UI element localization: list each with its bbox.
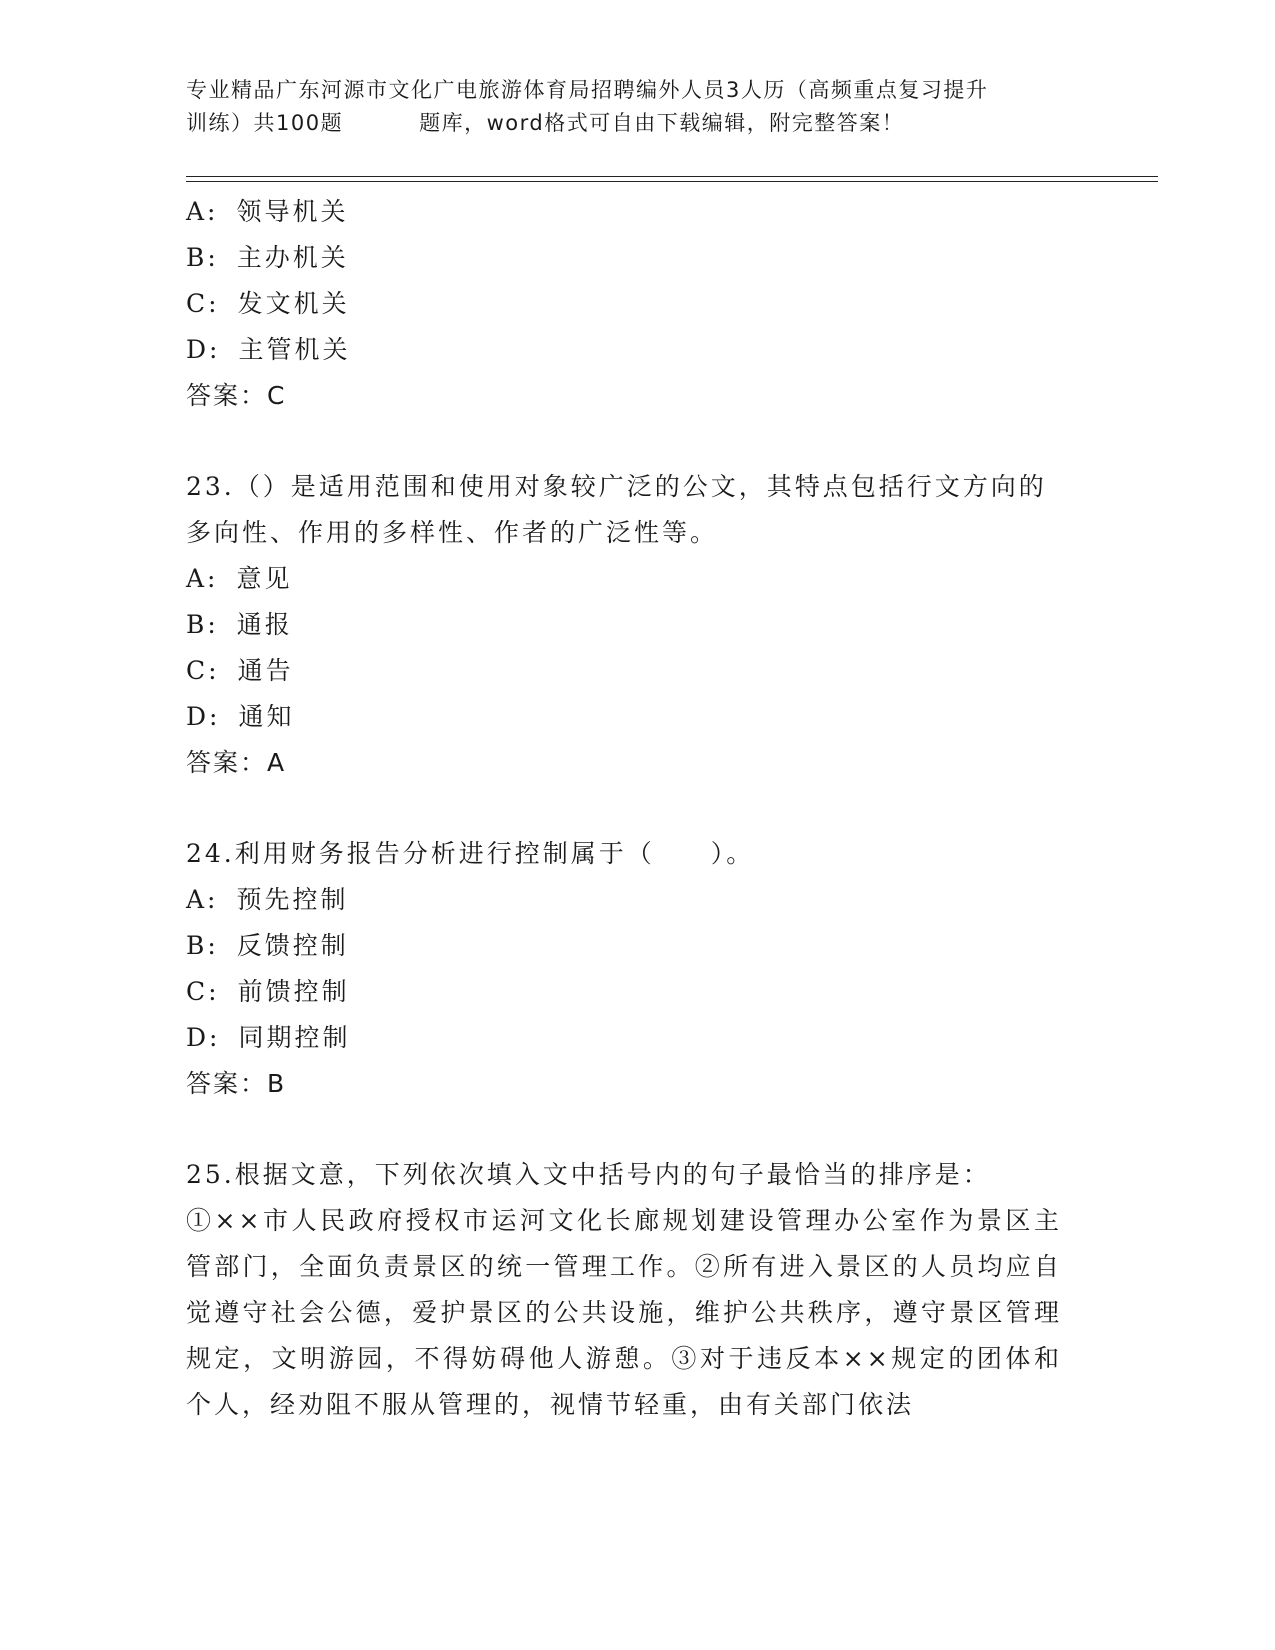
option-b (186, 602, 1086, 648)
question-stem: 25.根据文意，下列依次填入文中括号内的句子最恰当的排序是： (186, 1160, 991, 1189)
option-key: D: (186, 335, 221, 364)
option-text: 发文机关 (237, 289, 350, 318)
answer-line: 答案：B (186, 1069, 287, 1098)
header-title-line-2-part-1: 训练）共100题 (186, 111, 344, 135)
option-text: 预先控制 (236, 885, 349, 914)
option-text: 通知 (238, 702, 295, 731)
header-title-line-2 (186, 107, 1086, 140)
option-text: 主管机关 (238, 335, 351, 364)
header-title-line-1: 专业精品广东河源市文化广电旅游体育局招聘编外人员3人历（高频重点复习提升 (186, 78, 989, 102)
option-key: D: (186, 702, 221, 731)
document-body (186, 189, 1086, 1428)
option-a (186, 877, 1086, 923)
question-stem-line-2: 多向性、作用的多样性、作者的广泛性等。 (186, 518, 719, 547)
page-header (186, 74, 1086, 140)
option-key: A: (186, 564, 219, 593)
question-passage: ①××市人民政府授权市运河文化长廊规划建设管理办公室作为景区主管部门，全面负责景区的统一管理工作。②所有进入景区的人员均应自觉遵守社会公德，爱护景区的公共设施，维护公共秩序，遵守景区管理规定，文明游园，不得妨碍他人游憩。③对于违反本××规定的团体和个人，经劝阻不服从管理的，视情节轻重，由有关部门依法 (186, 1206, 1062, 1419)
answer-line: 答案：C (186, 381, 287, 410)
option-key: B: (186, 243, 219, 272)
question-25 (186, 1152, 1086, 1428)
option-text: 通告 (237, 656, 294, 685)
option-text: 反馈控制 (236, 931, 349, 960)
option-a (186, 189, 1086, 235)
question-24 (186, 831, 1086, 1107)
option-key: C: (186, 289, 220, 318)
option-key: A: (186, 197, 219, 226)
option-text: 领导机关 (236, 197, 349, 226)
option-key: C: (186, 656, 220, 685)
option-c (186, 281, 1086, 327)
option-c (186, 969, 1086, 1015)
option-text: 同期控制 (238, 1023, 351, 1052)
option-b (186, 923, 1086, 969)
answer-line: 答案：A (186, 748, 287, 777)
option-d (186, 1015, 1086, 1061)
question-stem: 24.利用财务报告分析进行控制属于（ ）。 (186, 839, 755, 868)
option-text: 通报 (236, 610, 293, 639)
question-22 (186, 189, 1086, 419)
option-text: 意见 (236, 564, 293, 593)
option-d (186, 694, 1086, 740)
option-b (186, 235, 1086, 281)
option-text: 主办机关 (236, 243, 349, 272)
option-key: A: (186, 885, 219, 914)
option-key: B: (186, 931, 219, 960)
header-divider-bottom (186, 181, 1158, 182)
header-title-line-2-part-2: 题库，word格式可自由下载编辑，附完整答案！ (419, 111, 905, 135)
option-a (186, 556, 1086, 602)
question-23 (186, 464, 1086, 786)
option-d (186, 327, 1086, 373)
option-key: D: (186, 1023, 221, 1052)
header-divider-top (186, 176, 1158, 177)
option-text: 前馈控制 (237, 977, 350, 1006)
question-stem-line-1: 23.（）是适用范围和使用对象较广泛的公文，其特点包括行文方向的 (186, 472, 1047, 501)
option-c (186, 648, 1086, 694)
option-key: B: (186, 610, 219, 639)
option-key: C: (186, 977, 220, 1006)
